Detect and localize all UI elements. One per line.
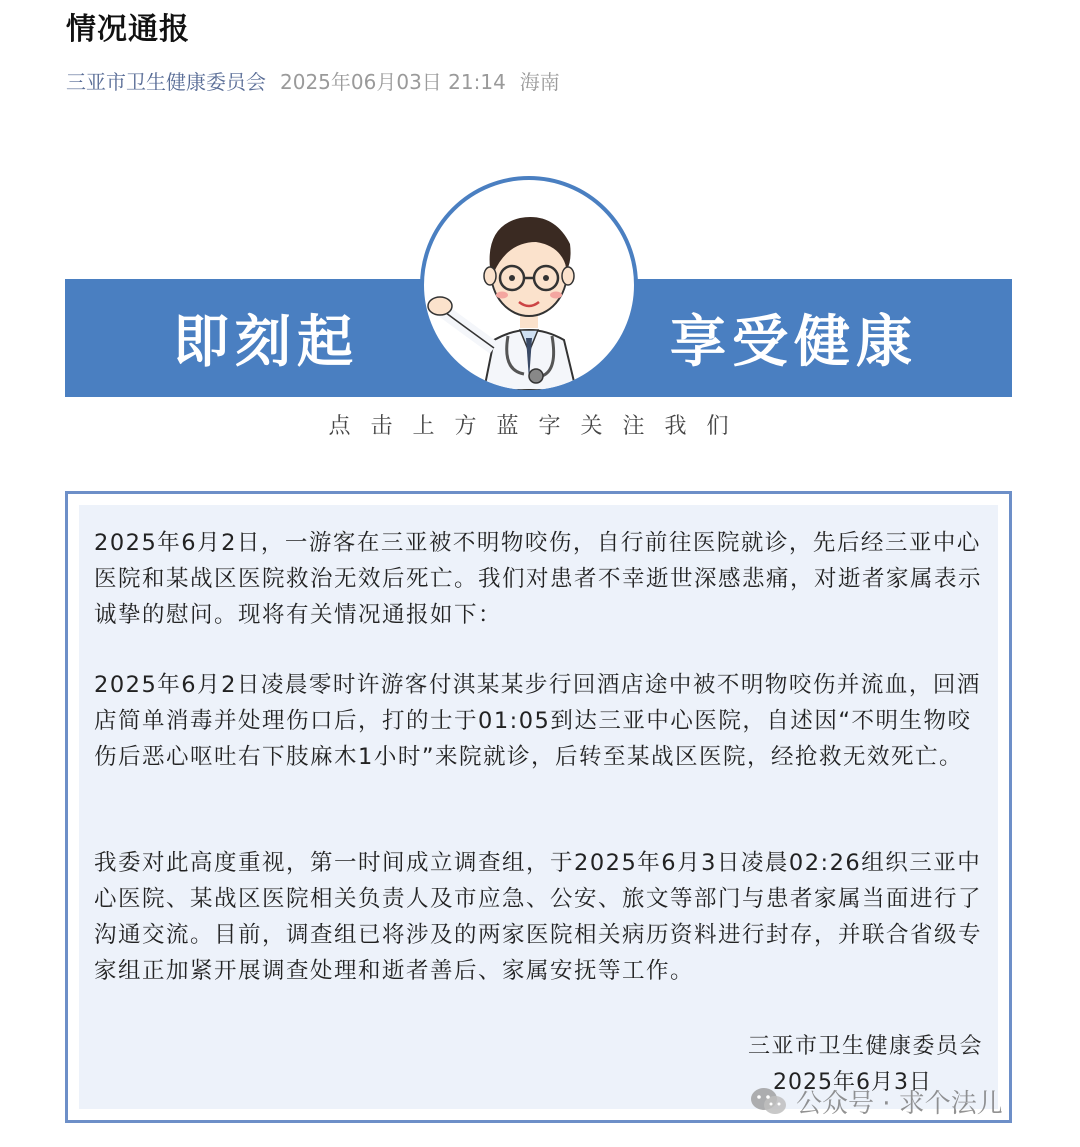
publish-location: 海南 <box>519 70 560 94</box>
notice-paragraph-3: 我委对此高度重视，第一时间成立调查组，于2025年6月3日凌晨02:26组织三亚中心医院、某战区医院相关负责人及市应急、公安、旅文等部门与患者家属当面进行了沟通交流。目前，调查组已将涉及的两家医院相关病历资料进行封存，并联合省级专家组正加紧开展调查处理和逝者善后、家属安抚等工作。 <box>94 850 983 984</box>
notice-paragraph-1: 2025年6月2日，一游客在三亚被不明物咬伤，自行前往医院就诊，先后经三亚中心医院和某战区医院救治无效后死亡。我们对患者不幸逝世深感悲痛，对逝者家属表示诚挚的慰问。现将有关情况通报如下： <box>94 530 983 628</box>
doctor-avatar <box>420 176 638 394</box>
publish-datetime: 2025年06月03日 21:14 <box>280 70 506 94</box>
notice-paragraph-2: 2025年6月2日凌晨零时许游客付淇某某步行回酒店途中被不明物咬伤并流血，回酒店简单消毒并处理伤口后，打的士于01:05到达三亚中心医院，自述因“不明生物咬伤后恶心呕吐右下肢麻木1小时”来院就诊，后转至某战区医院，经抢救无效死亡。 <box>94 672 981 770</box>
signature-organization: 三亚市卫生健康委员会 <box>747 1034 983 1059</box>
doctor-cartoon-icon <box>424 180 634 390</box>
wechat-icon <box>750 1086 788 1118</box>
follow-hint: 点击上方蓝字关注我们 <box>328 414 749 439</box>
account-name-link[interactable]: 三亚市卫生健康委员会 <box>66 70 266 94</box>
watermark <box>750 1083 1003 1120</box>
banner-image[interactable] <box>65 176 1012 446</box>
notice-box <box>65 491 1012 1123</box>
article-meta <box>66 66 560 95</box>
notice-content <box>79 505 998 1109</box>
article-title: 情况通报 <box>66 12 190 47</box>
watermark-text: 公众号 · 求个法儿 <box>796 1089 1003 1119</box>
signature-date: 2025年6月3日 <box>773 1070 932 1095</box>
banner-slogan-right: 享受健康 <box>670 310 918 375</box>
banner-slogan-left: 即刻起 <box>173 310 359 375</box>
